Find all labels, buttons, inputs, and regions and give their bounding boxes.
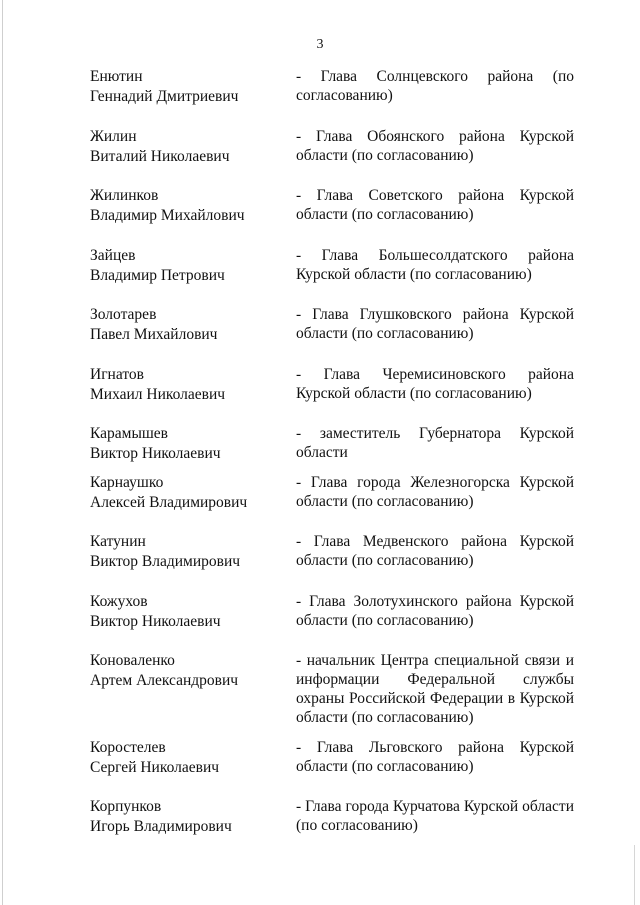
- position-description: - заместитель Губернатора Курской области: [296, 425, 574, 461]
- given-name: Михаил Николаевич: [90, 386, 226, 403]
- surname: Карнаушко: [90, 474, 164, 491]
- surname: Коноваленко: [90, 652, 175, 669]
- position-description: - Глава Льговского района Курской области (по согласованию): [296, 739, 574, 775]
- person-name: [90, 651, 280, 691]
- person-name: [90, 424, 280, 464]
- surname: Золотарев: [90, 306, 157, 323]
- person-name: [90, 246, 280, 286]
- given-name: Виталий Николаевич: [90, 148, 230, 165]
- surname: Енютин: [90, 68, 143, 85]
- surname: Зайцев: [90, 247, 136, 264]
- surname: Игнатов: [90, 366, 144, 383]
- position-description: - Глава Черемисиновского района Курской области (по согласованию): [296, 366, 574, 402]
- person-name: [90, 127, 280, 167]
- person-name: [90, 305, 280, 345]
- position-description: - Глава Медвенского района Курской области (по согласованию): [296, 533, 574, 569]
- position-description: - Глава города Курчатова Курской области (по согласованию): [296, 798, 574, 834]
- surname: Коростелев: [90, 739, 166, 756]
- person-name: [90, 186, 280, 226]
- position-description: - Глава Золотухинского района Курской области (по согласованию): [296, 593, 574, 629]
- surname: Жилин: [90, 128, 137, 145]
- position-description: - Глава Глушковского района Курской области (по согласованию): [296, 306, 574, 342]
- person-name: [90, 67, 280, 107]
- given-name: Павел Михайлович: [90, 326, 218, 343]
- person-name: [90, 592, 280, 632]
- surname: Карамышев: [90, 425, 168, 442]
- position-description: - Глава Большесолдатского района Курской области (по согласованию): [296, 247, 574, 283]
- position-description: - Глава Солнцевского района (по согласованию): [296, 68, 574, 104]
- page-number: 3: [316, 37, 324, 52]
- given-name: Владимир Петрович: [90, 267, 225, 284]
- scan-edge-line-right: [634, 845, 635, 905]
- given-name: Сергей Николаевич: [90, 759, 220, 776]
- given-name: Алексей Владимирович: [90, 494, 248, 511]
- given-name: Виктор Николаевич: [90, 445, 221, 462]
- surname: Корпунков: [90, 798, 162, 815]
- person-name: [90, 532, 280, 572]
- person-name: [90, 365, 280, 405]
- position-description: - начальник Центра специальной связи и информации Федеральной службы охраны Российской Федерации в Курской области (по согласованию): [296, 652, 574, 726]
- person-name: [90, 473, 280, 513]
- given-name: Игорь Владимирович: [90, 818, 232, 835]
- given-name: Артем Александрович: [90, 672, 239, 689]
- person-name: [90, 797, 280, 837]
- person-name: [90, 738, 280, 778]
- surname: Кожухов: [90, 593, 148, 610]
- surname: Жилинков: [90, 187, 159, 204]
- position-description: - Глава города Железногорска Курской области (по согласованию): [296, 474, 574, 510]
- scan-edge-line: [2, 0, 3, 905]
- position-description: - Глава Советского района Курской области (по согласованию): [296, 187, 574, 223]
- given-name: Владимир Михайлович: [90, 207, 245, 224]
- position-description: - Глава Обоянского района Курской области (по согласованию): [296, 128, 574, 164]
- given-name: Виктор Владимирович: [90, 553, 241, 570]
- given-name: Виктор Николаевич: [90, 613, 221, 630]
- given-name: Геннадий Дмитриевич: [90, 88, 239, 105]
- surname: Катунин: [90, 533, 146, 550]
